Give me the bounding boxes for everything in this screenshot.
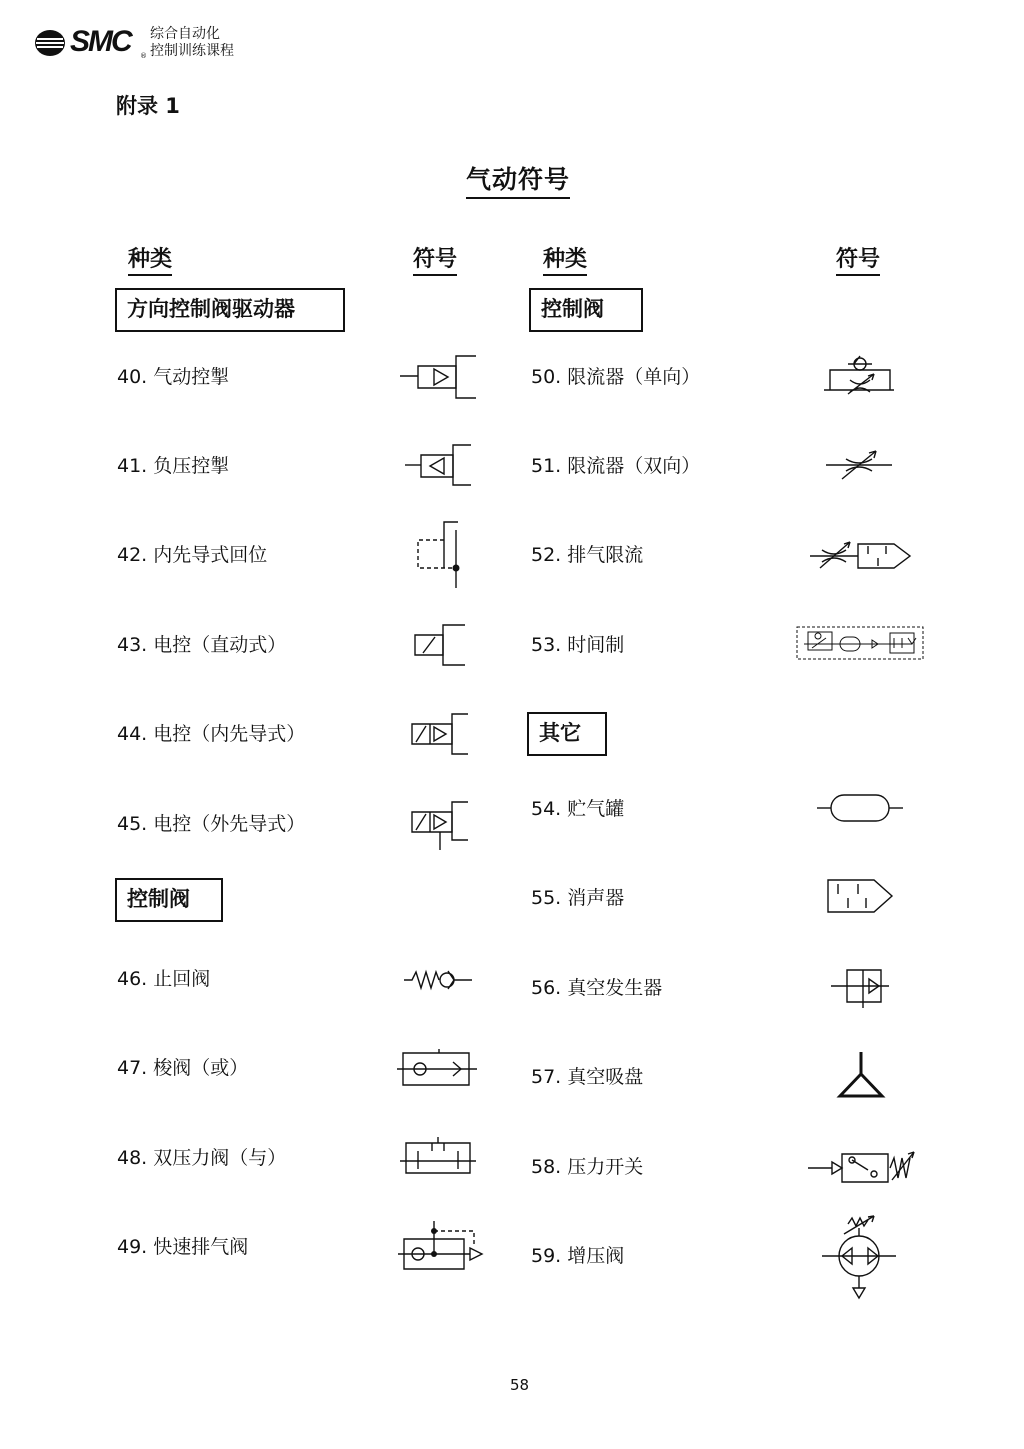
item-47: 47. 梭阀（或） xyxy=(117,1057,249,1079)
section-others: 其它 xyxy=(527,712,607,756)
solenoid-internal-pilot-icon xyxy=(410,712,472,756)
section-actuators: 方向控制阀驱动器 xyxy=(115,288,345,332)
item-48: 48. 双压力阀（与） xyxy=(117,1147,287,1169)
course-line-2: 控制训练课程 xyxy=(150,43,234,59)
item-59: 59. 增压阀 xyxy=(531,1245,625,1267)
vacuum-pilot-icon xyxy=(403,443,475,487)
right-kind-header: 种类 xyxy=(543,246,587,276)
item-58: 58. 压力开关 xyxy=(531,1156,644,1178)
dual-pressure-valve-icon xyxy=(398,1137,478,1179)
shuttle-valve-icon xyxy=(395,1049,479,1089)
right-symbol-header: 符号 xyxy=(836,246,880,276)
item-56: 56. 真空发生器 xyxy=(531,977,663,999)
booster-valve-icon xyxy=(820,1214,898,1302)
check-valve-icon xyxy=(402,966,474,994)
internal-pilot-return-icon xyxy=(412,520,468,590)
exhaust-flow-control-icon xyxy=(808,536,914,574)
quick-exhaust-valve-icon xyxy=(396,1219,486,1273)
smc-logo-icon xyxy=(34,28,68,58)
solenoid-direct-icon xyxy=(413,623,469,667)
left-symbol-header: 符号 xyxy=(413,246,457,276)
item-57: 57. 真空吸盘 xyxy=(531,1066,644,1088)
item-54: 54. 贮气罐 xyxy=(531,798,625,820)
item-52: 52. 排气限流 xyxy=(531,544,644,566)
page-number: 58 xyxy=(510,1376,530,1394)
page-title: 气动符号 xyxy=(466,160,570,199)
course-title xyxy=(150,26,234,60)
item-55: 55. 消声器 xyxy=(531,887,625,909)
left-kind-header: 种类 xyxy=(128,246,172,276)
appendix-label: 附录 1 xyxy=(116,94,180,118)
item-41: 41. 负压控掣 xyxy=(117,455,230,477)
item-42: 42. 内先导式回位 xyxy=(117,544,268,566)
registered-mark: ® xyxy=(140,52,147,60)
pressure-switch-icon xyxy=(806,1146,918,1186)
silencer-icon xyxy=(826,876,896,916)
pneumatic-pilot-icon xyxy=(398,354,480,400)
section-control-valves-right: 控制阀 xyxy=(529,288,643,332)
item-51: 51. 限流器（双向） xyxy=(531,455,701,477)
course-line-1: 综合自动化 xyxy=(150,26,220,42)
section-control-valves-left: 控制阀 xyxy=(115,878,223,922)
item-49: 49. 快速排气阀 xyxy=(117,1236,249,1258)
flow-control-two-way-icon xyxy=(824,447,894,481)
item-45: 45. 电控（外先导式） xyxy=(117,813,306,835)
item-53: 53. 时间制 xyxy=(531,634,625,656)
smc-logo-text: SMC xyxy=(70,25,131,58)
item-46: 46. 止回阀 xyxy=(117,968,211,990)
item-50: 50. 限流器（单向） xyxy=(531,366,701,388)
reservoir-icon xyxy=(815,792,905,824)
flow-control-one-way-icon xyxy=(820,352,898,396)
time-delay-icon xyxy=(794,624,926,662)
item-44: 44. 电控（内先导式） xyxy=(117,723,306,745)
vacuum-pad-icon xyxy=(836,1050,886,1100)
vacuum-generator-icon xyxy=(829,966,891,1010)
header xyxy=(34,26,244,62)
item-43: 43. 电控（直动式） xyxy=(117,634,287,656)
item-40: 40. 气动控掣 xyxy=(117,366,230,388)
solenoid-external-pilot-icon xyxy=(410,800,472,852)
